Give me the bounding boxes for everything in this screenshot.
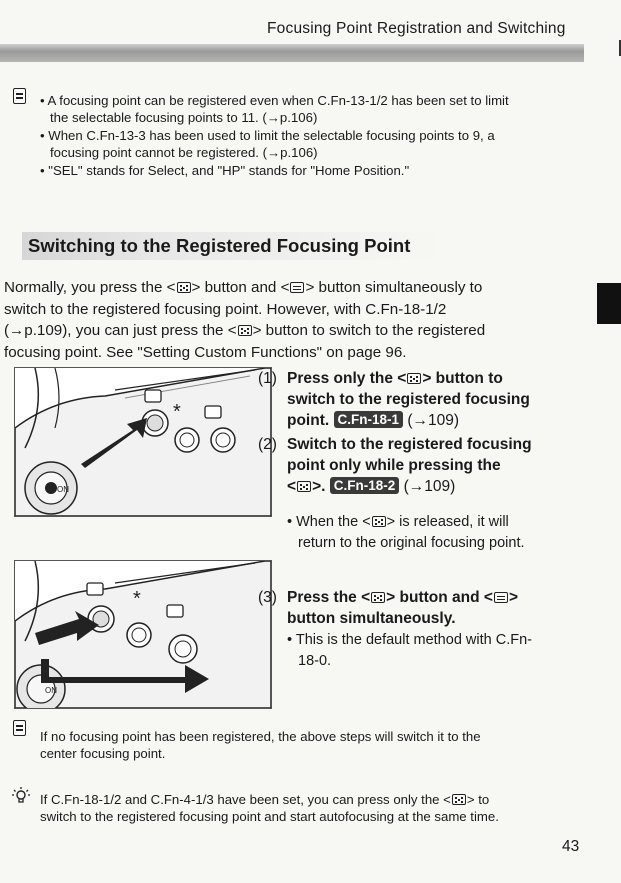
- steps-list: [258, 368, 598, 677]
- note-line: If no focusing point has been registered, the above steps will switch it to the: [40, 729, 481, 744]
- step-text: Press the <: [287, 589, 371, 606]
- step-text: Press only the <: [287, 370, 407, 387]
- step-text: > button and <: [386, 589, 493, 606]
- step-number: (3): [258, 589, 277, 606]
- svg-text:*: *: [133, 588, 141, 610]
- step-text: point.: [287, 412, 330, 429]
- svg-text:ON: ON: [45, 686, 57, 695]
- step-title: button simultaneously.: [287, 610, 456, 627]
- tip-line: switch to the registered focusing point and start autofocusing at the same time.: [40, 809, 499, 825]
- step-note: • This is the default method with C.Fn-: [287, 632, 532, 648]
- intro-paragraph: [4, 277, 594, 363]
- cfn-badge: C.Fn-18-2: [330, 477, 400, 494]
- chapter-side-tab: [597, 283, 621, 324]
- note-line: • A focusing point can be registered even when C.Fn-13-1/2 has been set to limit: [40, 93, 509, 108]
- fe-lock-button-icon: [494, 592, 508, 603]
- af-point-select-button-icon: [452, 794, 466, 805]
- intro-text: > button to switch to the registered: [252, 322, 486, 339]
- camera-illustration-2: [14, 560, 272, 709]
- step-title: switch to the registered focusing: [287, 391, 530, 408]
- camera-back-drawing: [15, 368, 271, 516]
- note-icon: [13, 720, 26, 736]
- af-point-select-button-icon: [371, 592, 385, 603]
- svg-text:*: *: [173, 401, 181, 423]
- af-point-select-button-icon: [238, 325, 252, 336]
- tip-text: If C.Fn-18-1/2 and C.Fn-4-1/3 have been set, you can press only the <: [40, 792, 451, 807]
- svg-text:ON: ON: [57, 485, 69, 494]
- tip-text: > to: [466, 792, 490, 807]
- note-line: center focusing point.: [40, 746, 166, 762]
- step-title: [287, 368, 503, 390]
- intro-line: switch to the registered focusing point. However, with C.Fn-18-1/2: [4, 300, 447, 318]
- step-note: [287, 512, 509, 533]
- tip-icon: [12, 786, 30, 810]
- camera-illustration-1: [14, 367, 272, 517]
- step-text: > button to: [422, 370, 503, 387]
- section-heading: Switching to the Registered Focusing Point: [22, 232, 488, 260]
- camera-back-drawing: [15, 561, 271, 708]
- lightbulb-icon: [12, 786, 30, 806]
- step-text: >: [508, 589, 518, 606]
- note-line: focusing point cannot be registered. (→p.106): [50, 145, 318, 161]
- step-title: Switch to the registered focusing: [287, 436, 532, 453]
- intro-text: Normally, you press the <: [4, 279, 176, 296]
- af-point-select-button-icon: [297, 481, 311, 492]
- af-point-select-button-icon: [177, 282, 191, 293]
- note-line: the selectable focusing points to 11. (→p.106): [50, 110, 318, 126]
- page-header-title: Focusing Point Registration and Switching: [267, 20, 566, 37]
- note-bottom: [40, 728, 481, 763]
- step-title: [287, 587, 518, 609]
- intro-text: > button and <: [191, 279, 290, 296]
- tip: [40, 791, 499, 826]
- header-rule: [0, 44, 584, 62]
- af-point-select-button-icon: [372, 516, 386, 527]
- step-title-line: [287, 476, 455, 498]
- fe-lock-button-icon: [290, 282, 304, 293]
- step-text: <: [287, 478, 297, 495]
- step-text: >.: [312, 478, 326, 495]
- tip-line: [40, 791, 499, 808]
- step-note-text: • When the <: [287, 514, 371, 530]
- step-note-text: > is released, it will: [386, 514, 509, 530]
- step-1: [258, 368, 598, 434]
- page-number: 43: [562, 838, 580, 855]
- step-note: return to the original focusing point.: [298, 535, 525, 551]
- step-number: (2): [258, 436, 277, 453]
- page-reference: (→109): [403, 478, 456, 495]
- intro-text: > button simultaneously to: [305, 279, 483, 296]
- page-reference: (→109): [407, 412, 460, 429]
- af-point-select-button-icon: [407, 373, 421, 384]
- cfn-badge: C.Fn-18-1: [334, 411, 404, 428]
- step-number: (1): [258, 370, 277, 387]
- step-title: point only while pressing the: [287, 457, 501, 474]
- step-title-line: [287, 410, 459, 432]
- note-line: • "SEL" stands for Select, and "HP" stands for "Home Position.": [40, 162, 410, 178]
- step-note: 18-0.: [298, 653, 332, 669]
- note-line: • When C.Fn-13-3 has been used to limit the selectable focusing points to 9, a: [40, 127, 495, 143]
- step-2: [258, 434, 598, 572]
- intro-text: (→p.109), you can just press the <: [4, 322, 237, 339]
- intro-line: focusing point. See "Setting Custom Functions" on page 96.: [4, 343, 407, 361]
- note-icon: [13, 88, 26, 104]
- step-3: [258, 587, 598, 677]
- notes-top: [40, 92, 509, 179]
